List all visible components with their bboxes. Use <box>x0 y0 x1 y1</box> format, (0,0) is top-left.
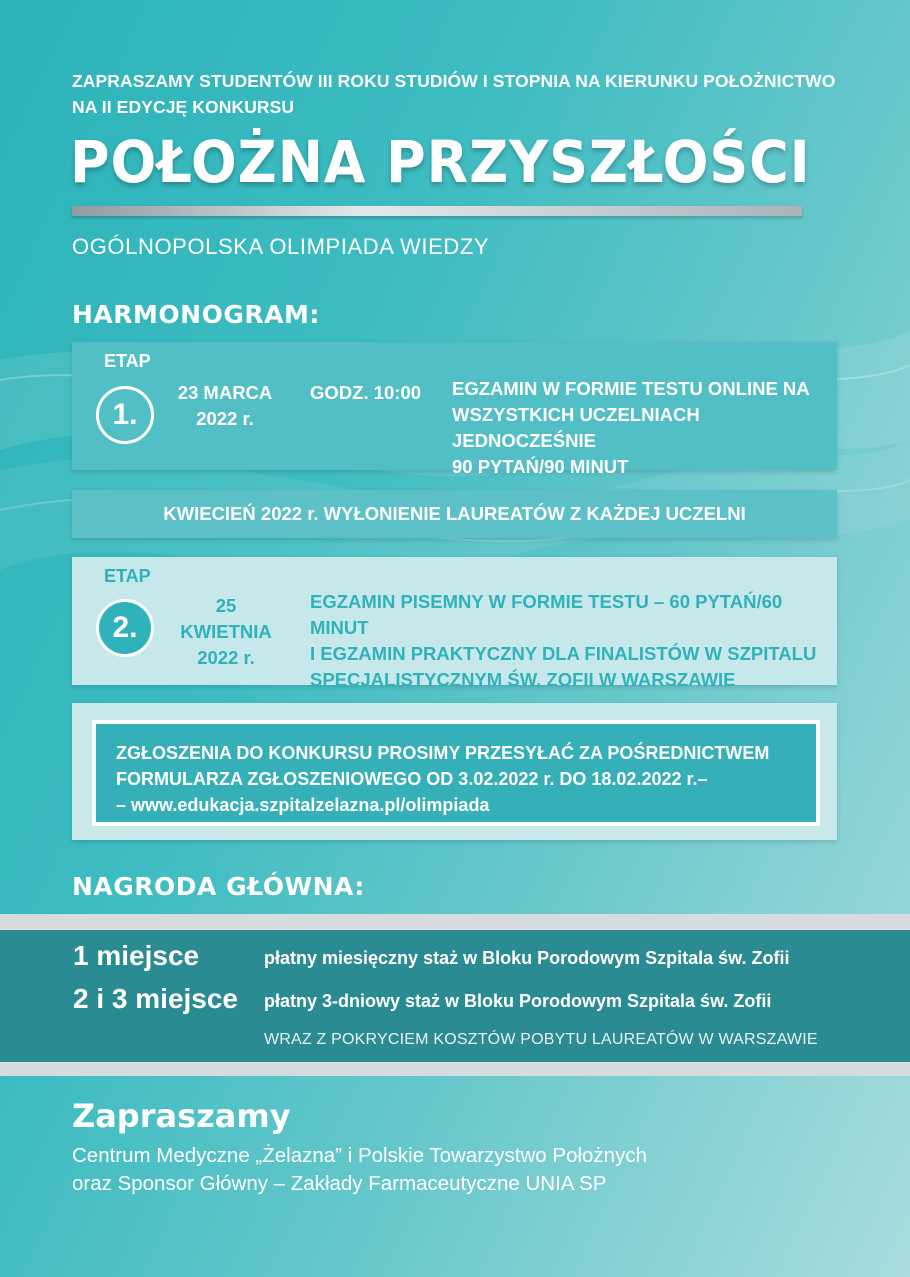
stage-2-desc-line-1: EGZAMIN PISEMNY W FORMIE TESTU – 60 PYTAŃ/60 MINUT <box>310 591 783 638</box>
stage-1-number: 1. <box>96 386 154 444</box>
stage-2-box <box>72 557 837 690</box>
stage-1-desc-line-2: WSZYSTKICH UCZELNIACH JEDNOCZEŚNIE <box>452 404 700 451</box>
stage-2-date-line-2: 2022 r. <box>197 647 255 668</box>
prize-1-place: 1 miejsce <box>73 940 200 971</box>
stage-1-box <box>72 342 837 477</box>
intro-text <box>72 68 835 120</box>
prize-2-description: płatny 3-dniowy staż w Bloku Porodowym Szpitala św. Zofii <box>264 991 772 1011</box>
intro-line-1: ZAPRASZAMY STUDENTÓW III ROKU STUDIÓW I STOPNIA NA KIERUNKU POŁOŻNICTWO <box>72 71 836 91</box>
prize-1-description: płatny miesięczny staż w Bloku Porodowym Szpitala św. Zofii <box>264 948 790 968</box>
stage-1-date-line-1: 23 MARCA <box>177 382 273 403</box>
prize-2-place: 2 i 3 miejsce <box>73 983 239 1014</box>
organizers-text <box>72 1142 647 1198</box>
silver-divider <box>72 206 802 216</box>
registration-line-2: FORMULARZA ZGŁOSZENIOWEGO OD 3.02.2022 r. DO 18.02.2022 r.– <box>116 769 708 789</box>
prize-note: WRAZ Z POKRYCIEM KOSZTÓW POBYTU LAUREATÓW W WARSZAWIE <box>264 1031 818 1048</box>
stage-2-desc-line-2: I EGZAMIN PRAKTYCZNY DLA FINALISTÓW W SZPITALU <box>310 643 817 664</box>
intro-line-2: NA II EDYCJĘ KONKURSU <box>72 97 295 117</box>
registration-panel <box>92 720 820 826</box>
stage-1-time: GODZ. 10:00 <box>310 382 422 403</box>
organizers-line-1: Centrum Medyczne „Żelazna” i Polskie Towarzystwo Położnych <box>72 1144 647 1167</box>
organizers-line-2: oraz Sponsor Główny – Zakłady Farmaceutyczne UNIA SP <box>72 1172 607 1195</box>
prize-band <box>0 914 910 1076</box>
prize-heading: NAGRODA GŁÓWNA: <box>72 872 365 901</box>
stage-1-desc-line-3: 90 PYTAŃ/90 MINUT <box>452 456 629 477</box>
stage-2-description <box>310 589 837 693</box>
registration-link[interactable]: – www.edukacja.szpitalzelazna.pl/olimpiada <box>116 795 490 815</box>
stage-2-date <box>168 593 284 671</box>
stage-1-label: ETAP <box>104 351 151 371</box>
registration-line-1: ZGŁOSZENIA DO KONKURSU PROSIMY PRZESYŁAĆ ZA POŚREDNICTWEM <box>116 743 770 763</box>
april-notice: KWIECIEŃ 2022 r. WYŁONIENIE LAUREATÓW Z KAŻDEJ UCZELNI <box>163 503 746 524</box>
subtitle: OGÓLNOPOLSKA OLIMPIADA WIEDZY <box>72 234 490 259</box>
stage-2-desc-line-3: SPECJALISTYCZNYM ŚW. ZOFII W WARSZAWIE <box>310 669 736 690</box>
stage-1-date-line-2: 2022 r. <box>196 408 254 429</box>
stage-1-description <box>452 376 837 480</box>
stage-1-desc-line-1: EGZAMIN W FORMIE TESTU ONLINE NA <box>452 378 810 399</box>
poster-title: POŁOŻNA PRZYSZŁOŚCI <box>70 128 811 196</box>
registration-text <box>116 740 769 818</box>
schedule-heading: HARMONOGRAM: <box>72 300 320 329</box>
stage-1-date <box>172 380 278 432</box>
registration-box <box>72 703 837 840</box>
april-notice-box <box>72 490 837 538</box>
stage-2-date-line-1: 25 KWIETNIA <box>180 595 272 642</box>
stage-2-number: 2. <box>96 599 154 657</box>
invite-heading: Zapraszamy <box>72 1097 291 1135</box>
stage-2-label: ETAP <box>104 566 151 586</box>
